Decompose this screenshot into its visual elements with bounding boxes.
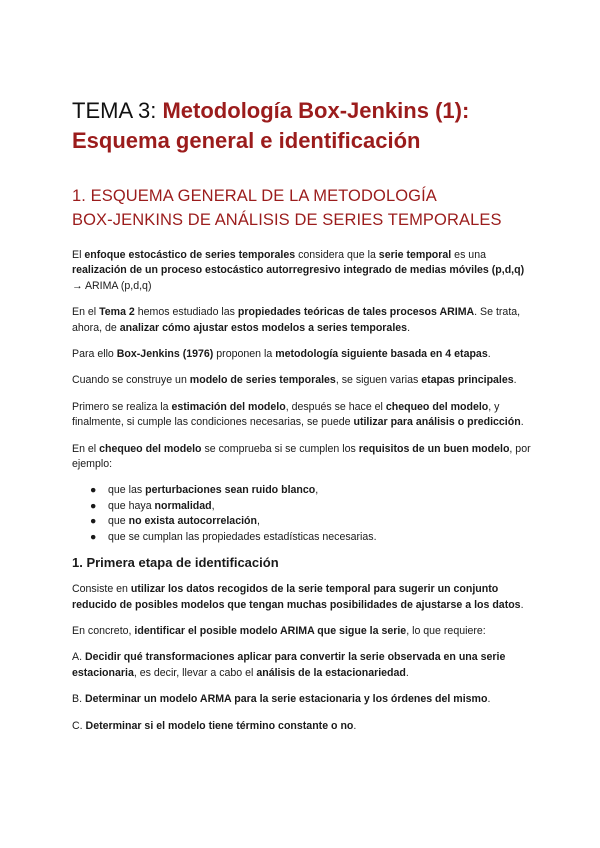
text: . — [407, 321, 411, 334]
bold-text: Determinar un modelo ARMA para la serie estacionaria y los órdenes del mismo — [84, 693, 488, 706]
text: Para ello — [72, 348, 117, 361]
paragraph-enfoque — [72, 248, 534, 294]
section-2-heading: 1. Primera etapa de identificación — [72, 555, 279, 571]
title-main: Metodología Box-Jenkins (1): — [162, 98, 470, 123]
paragraph-chequeo — [72, 442, 534, 473]
list-item — [72, 530, 534, 545]
text: El — [72, 249, 85, 261]
text: , por ejemplo: — [72, 442, 531, 471]
text: considera que la — [295, 249, 379, 261]
requirements-list — [72, 483, 534, 545]
bold-text: realización de un proceso estocástico autorregresivo integrado de medias móviles (p,d,q) — [72, 264, 525, 277]
bold-text: enfoque estocástico de series temporales — [84, 249, 296, 261]
text: En el — [72, 442, 100, 455]
paragraph-consiste — [72, 582, 534, 613]
paragraph-step-c — [72, 719, 534, 734]
text: . — [405, 666, 409, 679]
text: proponen la — [213, 348, 276, 361]
title-prefix: TEMA 3: — [72, 98, 163, 123]
list-item — [72, 499, 534, 514]
text: que se cumplan las propiedades estadísticas necesarias. — [108, 530, 377, 543]
text: . — [520, 598, 524, 611]
bold-text: Determinar si el modelo tiene término constante o no — [85, 719, 354, 732]
paragraph-primero — [72, 400, 534, 431]
bold-text: estimación del modelo — [171, 400, 286, 413]
bullet-icon: ● — [90, 484, 97, 497]
text: se comprueba si se cumplen los — [201, 442, 359, 455]
text: En el — [72, 306, 100, 319]
text: C. — [72, 719, 86, 732]
text: , — [256, 515, 260, 528]
bold-text: Box-Jenkins (1976) — [116, 348, 214, 361]
bold-text: identificar el posible modelo ARIMA que sigue la serie — [134, 624, 407, 637]
section-1-heading-line1: 1. ESQUEMA GENERAL DE LA METODOLOGÍA — [72, 187, 437, 205]
bold-text: no exista autocorrelación — [128, 515, 257, 528]
paragraph-tema2 — [72, 305, 534, 336]
paragraph-construye — [72, 373, 534, 388]
document-title — [72, 96, 534, 156]
text: Cuando se construye un — [72, 374, 190, 387]
text: , — [211, 499, 215, 512]
paragraph-box-jenkins — [72, 347, 534, 362]
document-content — [72, 96, 534, 745]
text: . Se trata, ahora, de — [72, 306, 521, 334]
text: , es decir, llevar a cabo el — [133, 666, 257, 679]
section-1-heading — [72, 184, 534, 232]
list-item — [72, 514, 534, 529]
text: . — [513, 374, 517, 387]
bold-text: metodología siguiente basada en 4 etapas — [275, 348, 488, 361]
bold-text: Decidir qué transformaciones aplicar para convertir la serie observada en una serie estacionaria — [72, 651, 506, 679]
text: B. — [72, 693, 85, 706]
text: , después se hace el — [285, 400, 386, 413]
paragraph-step-b — [72, 692, 534, 707]
text: . — [353, 719, 357, 732]
bold-text: requisitos de un buen modelo — [358, 442, 510, 455]
bold-text: serie temporal — [378, 249, 452, 261]
text: que las — [108, 484, 146, 497]
text: . — [487, 348, 491, 361]
title-sub: Esquema general e identificación — [72, 128, 421, 153]
text: A. — [72, 651, 85, 664]
text: , se siguen varias — [335, 374, 422, 387]
bold-text: normalidad — [154, 499, 212, 512]
section-1-heading-line2: BOX-JENKINS DE ANÁLISIS DE SERIES TEMPORALES — [72, 211, 502, 229]
bold-text: chequeo del modelo — [99, 442, 202, 455]
text: es una — [451, 249, 486, 261]
bold-text: utilizar para análisis o predicción — [353, 416, 521, 429]
bold-text: propiedades teóricas de tales procesos ARIMA — [237, 306, 475, 319]
bullet-icon: ● — [90, 530, 97, 543]
text: Consiste en — [72, 583, 131, 596]
bullet-icon: ● — [90, 515, 97, 528]
bold-text: perturbaciones sean ruido blanco — [145, 484, 316, 497]
text: hemos estudiado las — [134, 306, 238, 319]
list-item — [72, 483, 534, 498]
bold-text: Tema 2 — [99, 306, 135, 319]
text: , — [315, 484, 319, 497]
text: . — [520, 416, 524, 429]
text: , lo que requiere: — [406, 624, 486, 637]
paragraph-en-concreto — [72, 624, 534, 639]
bold-text: chequeo del modelo — [385, 400, 489, 413]
text: . — [487, 693, 491, 706]
bold-text: utilizar los datos recogidos de la serie temporal para sugerir un conjunto reducido de posibles modelos que tengan muchas posibilidades de ajustarse a los datos — [72, 583, 521, 611]
bullet-icon: ● — [90, 499, 97, 512]
text: que — [108, 515, 129, 528]
text: → ARIMA (p,d,q) — [72, 279, 152, 292]
bold-text: modelo de series temporales — [189, 374, 336, 387]
bold-text: analizar cómo ajustar estos modelos a series temporales — [119, 321, 408, 334]
text: Primero se realiza la — [72, 400, 172, 413]
text: que haya — [108, 499, 155, 512]
bold-text: análisis de la estacionariedad — [256, 666, 406, 679]
text: En concreto, — [72, 624, 135, 637]
text: , y finalmente, si cumple las condiciones necesarias, se puede — [72, 400, 500, 429]
bold-text: etapas principales — [421, 374, 514, 387]
paragraph-step-a — [72, 650, 534, 681]
